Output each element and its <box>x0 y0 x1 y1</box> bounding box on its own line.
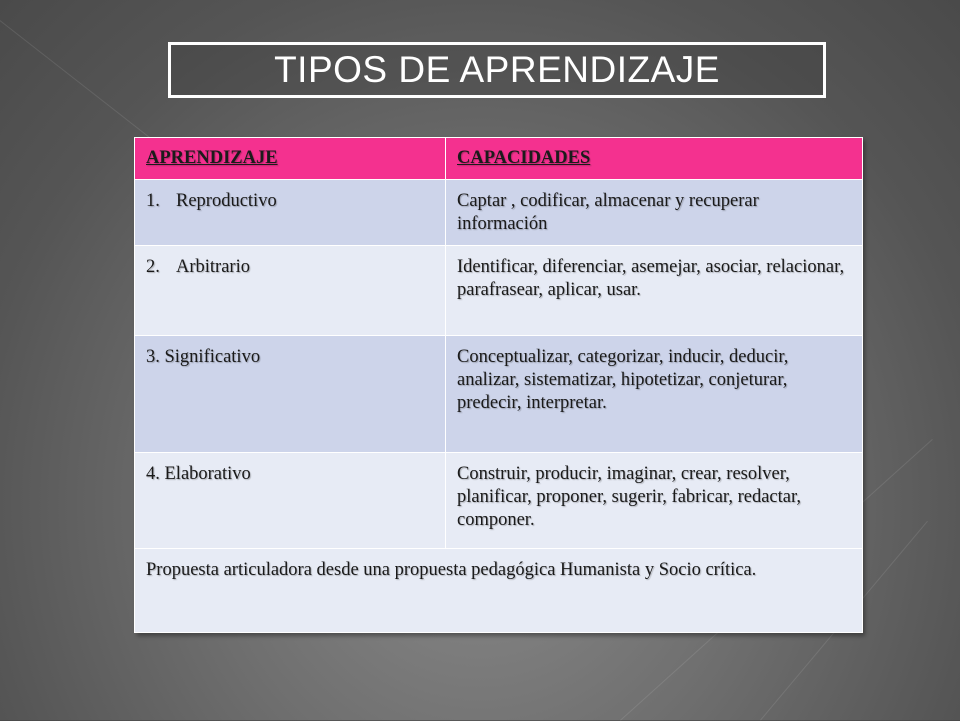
learning-type: Elaborativo <box>164 464 251 484</box>
table-row <box>135 336 863 453</box>
capacities-cell: Identificar, diferenciar, asemejar, asociar, relacionar, parafrasear, aplicar, usar. <box>446 246 863 336</box>
footer-cell <box>135 549 863 633</box>
learning-type: Significativo <box>164 347 261 367</box>
row-number: 1. <box>146 191 160 211</box>
slide-title: TIPOS DE APRENDIZAJE <box>274 49 720 90</box>
row-number: 2. <box>146 257 160 277</box>
header-aprendizaje: APRENDIZAJE <box>135 138 446 180</box>
slide-title-box <box>168 42 826 98</box>
row-number: 4. <box>146 464 160 484</box>
capacities-cell: Conceptualizar, categorizar, inducir, deducir, analizar, sistematizar, hipotetizar, conjeturar, predecir, interpretar. <box>446 336 863 453</box>
row-number: 3. <box>146 347 160 367</box>
capacities-cell: Captar , codificar, almacenar y recuperar información <box>446 180 863 246</box>
learning-type: Reproductivo <box>176 191 277 211</box>
learning-type: Arbitrario <box>176 257 250 277</box>
capacities-cell: Construir, producir, imaginar, crear, resolver, planificar, proponer, sugerir, fabricar, redactar, componer. <box>446 453 863 549</box>
header-capacidades: CAPACIDADES <box>446 138 863 180</box>
table-row <box>135 180 863 246</box>
table-footer-row <box>135 549 863 633</box>
learning-types-table <box>134 137 862 633</box>
learning-type-cell <box>135 336 446 453</box>
table-header-row <box>135 138 863 180</box>
footer-text: Propuesta articuladora desde una propuesta pedagógica Humanista y Socio crítica. <box>146 560 757 580</box>
learning-type-cell <box>135 180 446 246</box>
learning-type-cell <box>135 246 446 336</box>
learning-type-cell <box>135 453 446 549</box>
table-row <box>135 453 863 549</box>
table-row <box>135 246 863 336</box>
